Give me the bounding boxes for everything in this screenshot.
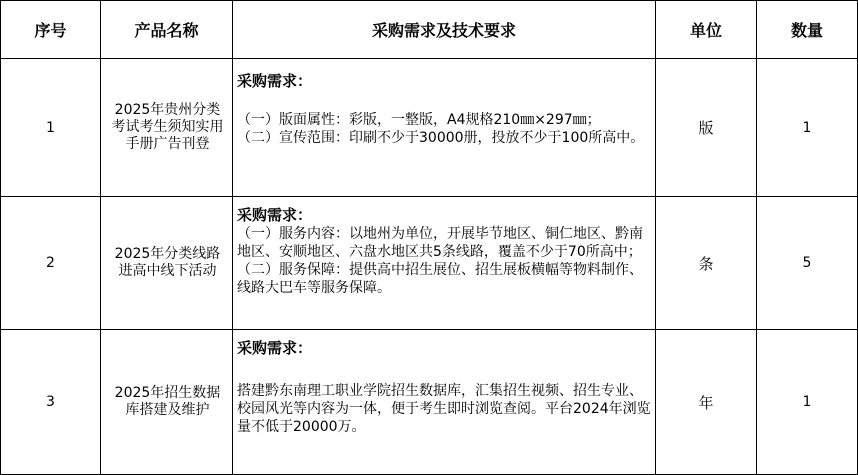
- row-unit: 版: [656, 59, 757, 197]
- row-product-name: 2025年贵州分类考试考生须知实用手册广告刊登: [101, 59, 233, 197]
- header-quantity: 数量: [757, 1, 858, 59]
- row-unit: 条: [656, 197, 757, 330]
- row-index: 1: [1, 59, 101, 197]
- table-row: [1, 59, 858, 197]
- requirement-line: （一）版面属性：彩版，一整版，A4规格210㎜×297㎜；: [237, 112, 601, 128]
- row-index: 2: [1, 197, 101, 330]
- row-requirements: [233, 330, 656, 475]
- row-quantity: 1: [757, 330, 858, 475]
- row-unit: 年: [656, 330, 757, 475]
- requirement-line: 搭建黔东南理工职业学院招生数据库，汇集招生视频、招生专业、校园风光等内容为一体，便于考生即时浏览查阅。平台2024年浏览量不低于20000万。: [237, 383, 651, 435]
- requirement-line: （二）宣传范围：印刷不少于30000册，投放不少于100所高中。: [237, 130, 645, 146]
- row-product-name: 2025年分类线路进高中线下活动: [101, 197, 233, 330]
- row-requirements: [233, 197, 656, 330]
- header-product-name: 产品名称: [101, 1, 233, 59]
- requirements-heading: 采购需求：: [237, 339, 313, 357]
- table-header-row: [1, 1, 858, 59]
- header-requirements: 采购需求及技术要求: [233, 1, 656, 59]
- table-row: [1, 330, 858, 475]
- table-row: [1, 197, 858, 330]
- row-requirements: [233, 59, 656, 197]
- row-quantity: 5: [757, 197, 858, 330]
- row-quantity: 1: [757, 59, 858, 197]
- header-unit: 单位: [656, 1, 757, 59]
- requirements-heading: 采购需求：: [237, 72, 313, 90]
- row-index: 3: [1, 330, 101, 475]
- header-index: 序号: [1, 1, 101, 59]
- requirement-line: （一）服务内容：以地州为单位，开展毕节地区、铜仁地区、黔南地区、安顺地区、六盘水地区共5条线路，覆盖不少于70所高中；: [237, 226, 643, 260]
- row-product-name: 2025年招生数据库搭建及维护: [101, 330, 233, 475]
- requirement-line: （二）服务保障：提供高中招生展位、招生展板横幅等物料制作、线路大巴车等服务保障。: [237, 262, 643, 296]
- requirements-heading: 采购需求：: [237, 206, 313, 224]
